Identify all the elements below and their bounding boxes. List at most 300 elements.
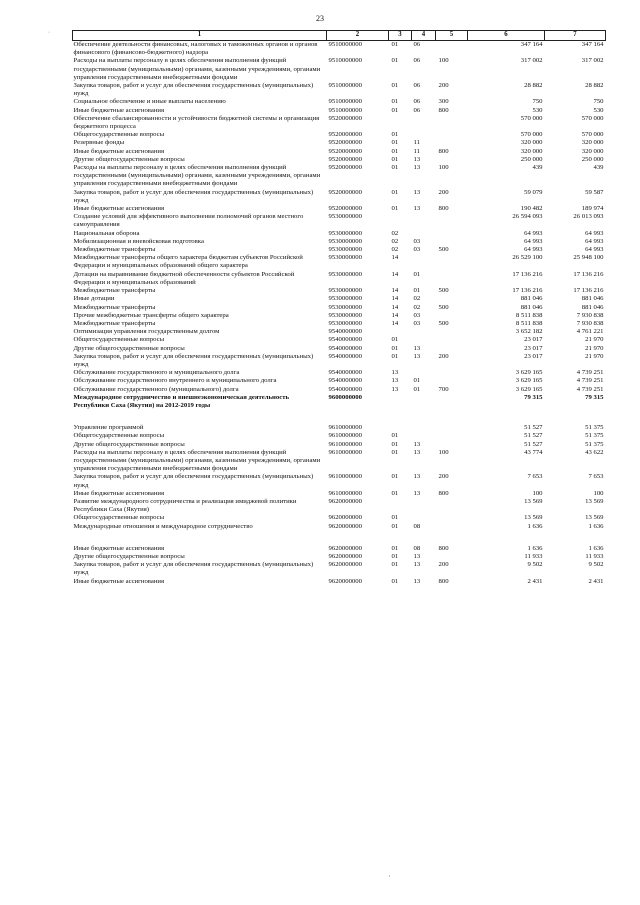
row-section: 01	[391, 489, 399, 497]
row-sum-2: 2 431	[588, 577, 604, 585]
row-sum-1: 190 482	[520, 205, 543, 213]
row-subsection	[412, 369, 436, 377]
row-sum-2: 439	[593, 164, 604, 172]
row-section	[389, 213, 412, 229]
table-row	[73, 238, 606, 246]
row-name: Иные бюджетные ассигнования	[73, 577, 165, 585]
row-expense-type	[436, 553, 468, 561]
row-expense-type	[436, 345, 468, 353]
row-expense-type	[436, 377, 468, 385]
row-expense-type: 800	[438, 147, 449, 155]
row-expense-type	[436, 41, 468, 58]
table-row	[73, 345, 606, 353]
table-row	[73, 410, 606, 424]
row-name: Социальное обеспечение и иные выплаты населению	[73, 98, 226, 106]
table-row	[73, 115, 606, 131]
row-subsection: 13	[413, 473, 421, 481]
row-name: Прочие межбюджетные трансферты общего характера	[73, 311, 229, 319]
row-name: Другие общегосударственные вопросы	[73, 344, 185, 352]
row-name: Закупка товаров, работ и услуг для обеспечения государственных (муниципальных) нужд	[73, 188, 314, 204]
row-name: Международные отношения и международное сотрудничество	[73, 522, 253, 530]
row-csr: 9620000000	[328, 544, 362, 552]
row-subsection	[412, 115, 436, 131]
row-section: 01	[391, 164, 399, 172]
row-sum-1: 51 527	[524, 424, 543, 432]
row-section: 01	[391, 552, 399, 560]
row-csr: 9530000000	[328, 254, 362, 262]
table-row	[73, 156, 606, 164]
row-section: 01	[391, 473, 399, 481]
row-expense-type: 800	[438, 577, 449, 585]
row-sum-2: 43 622	[585, 448, 604, 456]
row-subsection: 13	[413, 561, 421, 569]
row-sum-2: 1 636	[588, 544, 604, 552]
row-subsection	[412, 410, 436, 424]
row-sum-2: 21 970	[585, 336, 604, 344]
row-csr: 9510000000	[328, 98, 362, 106]
row-section	[389, 115, 412, 131]
row-section: 01	[391, 336, 399, 344]
row-name: Общегосударственные вопросы	[73, 336, 165, 344]
row-expense-type: 800	[438, 489, 449, 497]
row-expense-type: 100	[438, 57, 449, 65]
row-expense-type: 500	[438, 246, 449, 254]
table-row	[73, 498, 606, 514]
row-sum-1: 881 046	[520, 295, 543, 303]
row-sum-2: 189 974	[581, 205, 604, 213]
row-sum-2: 11 933	[585, 552, 604, 560]
row-expense-type: 200	[438, 352, 449, 360]
table-row	[73, 131, 606, 139]
row-name: Мобилизационная и вневойсковая подготовка	[73, 237, 204, 245]
row-sum-2: 51 375	[585, 432, 604, 440]
row-sum-1: 51 527	[524, 432, 543, 440]
row-subsection: 01	[413, 385, 421, 393]
row-sum-1: 2 431	[527, 577, 543, 585]
row-sum-2: 64 993	[585, 229, 604, 237]
row-csr: 9540000000	[328, 336, 362, 344]
row-csr: 9540000000	[328, 344, 362, 352]
row-name: Оптимизация управления государственным долгом	[73, 328, 220, 336]
row-sum-2: 570 000	[581, 131, 604, 139]
row-name: Расходы на выплаты персоналу в целях обеспечения выполнения функций государственными (муниципальными) органами, казенными учреждениями, органами управления государственными внебюджетными фондами	[73, 164, 321, 188]
row-sum-2: 320 000	[581, 139, 604, 147]
row-sum-1: 13 569	[524, 514, 543, 522]
row-csr: 9510000000	[328, 106, 362, 114]
row-name: Межбюджетные трансферты	[73, 303, 156, 311]
row-expense-type: 200	[438, 473, 449, 481]
table-row	[73, 531, 606, 545]
row-expense-type: 800	[438, 544, 449, 552]
row-subsection	[412, 230, 436, 238]
table-row	[73, 57, 606, 82]
header-col-4: 4	[412, 31, 436, 41]
row-name: Обеспечение сбалансированности и устойчивости бюджетной системы и организация бюджетного процесса	[73, 114, 320, 131]
row-section: 01	[391, 440, 399, 448]
row-name	[73, 410, 327, 424]
row-sum-2: 51 375	[585, 424, 604, 432]
row-sum-1: 750	[532, 98, 543, 106]
row-subsection: 06	[413, 106, 421, 114]
row-sum-2: 7 930 838	[576, 319, 604, 327]
row-name: Обслуживание государственного и муниципального долга	[73, 369, 240, 377]
row-sum-1: 11 933	[524, 552, 543, 560]
row-sum-1: 100	[532, 489, 543, 497]
row-subsection: 03	[413, 246, 421, 254]
row-name: Создание условий для эффективного выполнения полномочий органов местного самоуправления	[73, 213, 304, 229]
row-sum-1: 26 594 093	[512, 213, 543, 221]
margin-mark: ·	[48, 30, 50, 36]
row-expense-type: 200	[438, 82, 449, 90]
row-expense-type	[436, 432, 468, 440]
row-csr: 9610000000	[328, 424, 362, 432]
row-subsection: 01	[413, 270, 421, 278]
row-sum-1: 317 002	[520, 57, 543, 65]
row-name: Закупка товаров, работ и услуг для обеспечения государственных (муниципальных) нужд	[73, 561, 314, 577]
row-section: 01	[391, 147, 399, 155]
row-section: 01	[391, 561, 399, 569]
row-subsection: 03	[413, 311, 421, 319]
row-csr: 9530000000	[328, 303, 362, 311]
row-sum-2: 7 930 838	[576, 311, 604, 319]
row-sum-2: 26 013 093	[573, 213, 604, 221]
row-subsection: 13	[413, 448, 421, 456]
row-expense-type	[436, 328, 468, 336]
row-sum-1: 8 511 838	[515, 319, 543, 327]
row-name: Закупка товаров, работ и услуг для обеспечения государственных (муниципальных) нужд	[73, 82, 314, 98]
row-subsection	[412, 498, 436, 514]
row-sum-1: 64 993	[524, 246, 543, 254]
table-row	[73, 424, 606, 432]
footer-mark: ·	[388, 872, 391, 881]
row-expense-type	[436, 514, 468, 522]
row-sum-2	[545, 410, 606, 424]
header-col-5: 5	[436, 31, 468, 41]
row-sum-2: 881 046	[581, 303, 604, 311]
table-header	[73, 31, 606, 41]
row-section: 01	[391, 139, 399, 147]
table-row	[73, 254, 606, 270]
row-section: 01	[391, 577, 399, 585]
row-sum-1: 26 529 100	[512, 254, 543, 262]
table-row	[73, 107, 606, 115]
row-csr: 9520000000	[328, 114, 362, 122]
header-col-2: 2	[327, 31, 389, 41]
row-section: 02	[391, 229, 399, 237]
row-section: 01	[391, 41, 399, 48]
row-name: Расходы на выплаты персоналу в целях обеспечения выполнения функций государственными (муниципальными) органами, казенными учреждениями, органами управления государственными внебюджетными фондами	[73, 57, 321, 81]
row-subsection: 02	[413, 303, 421, 311]
table-row	[73, 490, 606, 498]
row-name: Иные дотации	[73, 295, 115, 303]
table-row	[73, 41, 606, 58]
row-csr: 9540000000	[328, 377, 362, 385]
row-subsection: 11	[413, 139, 420, 147]
row-sum-1: 64 993	[524, 229, 543, 237]
row-subsection: 02	[413, 295, 421, 303]
row-csr: 9620000000	[328, 522, 362, 530]
row-csr: 9610000000	[328, 473, 362, 481]
row-subsection	[412, 254, 436, 270]
row-csr: 9620000000	[328, 561, 362, 569]
row-sum-2: 320 000	[581, 147, 604, 155]
table-row	[73, 82, 606, 98]
row-subsection: 03	[413, 319, 421, 327]
table-row	[73, 432, 606, 440]
row-csr: 9520000000	[328, 164, 362, 172]
row-csr: 9530000000	[328, 246, 362, 254]
row-section	[389, 394, 412, 410]
row-sum-1: 3 652 182	[515, 328, 543, 336]
row-name: Другие общегосударственные вопросы	[73, 440, 185, 448]
row-section: 01	[391, 432, 399, 440]
row-csr: 9540000000	[328, 385, 362, 393]
table-row	[73, 449, 606, 474]
row-subsection: 08	[413, 522, 421, 530]
row-section: 01	[391, 188, 399, 196]
row-sum-2: 4 739 251	[576, 377, 604, 385]
row-subsection	[412, 432, 436, 440]
row-expense-type	[436, 115, 468, 131]
row-sum-2	[545, 531, 606, 545]
row-subsection: 06	[413, 41, 421, 48]
row-name: Межбюджетные трансферты общего характера бюджетам субъектов Российской Федерации и муниципальных образований общего характера	[73, 254, 303, 270]
row-sum-1: 439	[532, 164, 543, 172]
row-section: 14	[391, 287, 399, 295]
row-expense-type	[436, 213, 468, 229]
row-sum-1	[468, 531, 545, 545]
row-expense-type	[436, 441, 468, 449]
row-subsection: 08	[413, 544, 421, 552]
row-csr: 9620000000	[328, 497, 362, 505]
row-name: Межбюджетные трансферты	[73, 319, 156, 327]
row-csr: 9540000000	[328, 328, 362, 336]
row-expense-type	[436, 230, 468, 238]
table-row	[73, 246, 606, 254]
row-expense-type: 500	[438, 303, 449, 311]
table-row	[73, 578, 606, 586]
row-expense-type	[436, 295, 468, 303]
row-sum-1: 23 017	[524, 352, 543, 360]
table-row	[73, 523, 606, 531]
row-name: Иные бюджетные ассигнования	[73, 205, 165, 213]
row-sum-1: 79 315	[524, 393, 543, 401]
row-name: Общегосударственные вопросы	[73, 514, 165, 522]
row-csr: 9620000000	[328, 552, 362, 560]
row-name: Иные бюджетные ассигнования	[73, 106, 165, 114]
header-col-7: 7	[545, 31, 606, 41]
row-csr: 9620000000	[328, 577, 362, 585]
row-subsection	[412, 394, 436, 410]
row-csr: 9530000000	[328, 213, 362, 221]
row-section: 02	[391, 237, 399, 245]
row-csr: 9510000000	[328, 82, 362, 90]
row-name: Иные бюджетные ассигнования	[73, 489, 165, 497]
row-subsection	[412, 514, 436, 522]
row-expense-type	[436, 424, 468, 432]
row-expense-type	[436, 254, 468, 270]
row-section: 01	[391, 205, 399, 213]
row-name: Национальная оборона	[73, 229, 140, 237]
row-subsection	[412, 213, 436, 229]
row-subsection: 01	[413, 377, 421, 385]
row-name: Расходы на выплаты персоналу в целях обеспечения выполнения функций государственными (муниципальными) органами, казенными учреждениями, органами управления государственными внебюджетными фондами	[73, 448, 321, 473]
row-expense-type	[436, 523, 468, 531]
row-sum-2: 79 315	[585, 393, 604, 401]
row-section	[389, 410, 412, 424]
row-section: 02	[391, 246, 399, 254]
row-sum-1: 9 502	[527, 561, 543, 569]
row-sum-1: 250 000	[520, 155, 543, 163]
row-section: 14	[391, 270, 399, 278]
table-row	[73, 139, 606, 147]
table-row	[73, 230, 606, 238]
row-expense-type	[436, 336, 468, 344]
row-name: Закупка товаров, работ и услуг для обеспечения государственных (муниципальных) нужд	[73, 352, 314, 368]
row-sum-1: 8 511 838	[515, 311, 543, 319]
row-subsection: 13	[413, 577, 421, 585]
row-sum-2: 17 136 216	[573, 270, 604, 278]
row-sum-1: 1 636	[527, 522, 543, 530]
row-section: 01	[391, 131, 399, 139]
row-sum-1: 320 000	[520, 147, 543, 155]
row-sum-1: 23 017	[524, 336, 543, 344]
row-csr: 9530000000	[328, 237, 362, 245]
row-csr: 9520000000	[328, 188, 362, 196]
row-sum-1	[468, 410, 545, 424]
row-csr: 9530000000	[328, 270, 362, 278]
row-section: 01	[391, 448, 399, 456]
header-col-6: 6	[468, 31, 545, 41]
row-section: 14	[391, 303, 399, 311]
row-csr: 9540000000	[328, 352, 362, 360]
table-row	[73, 205, 606, 213]
row-csr: 9600000000	[328, 393, 362, 401]
row-sum-1: 570 000	[520, 114, 543, 122]
row-sum-2: 17 136 216	[573, 287, 604, 295]
row-subsection: 13	[413, 552, 421, 560]
row-sum-2: 570 000	[581, 114, 604, 122]
row-section: 01	[391, 352, 399, 360]
table-row	[73, 320, 606, 328]
row-sum-1: 59 079	[524, 188, 543, 196]
row-name: Общегосударственные вопросы	[73, 432, 165, 440]
row-name: Другие общегосударственные вопросы	[73, 552, 185, 560]
row-section	[389, 498, 412, 514]
row-expense-type: 800	[438, 205, 449, 213]
table-row	[73, 271, 606, 287]
row-sum-1: 13 569	[524, 497, 543, 505]
row-sum-2: 317 002	[581, 57, 604, 65]
row-sum-1: 17 136 216	[512, 287, 543, 295]
row-sum-2: 21 970	[585, 352, 604, 360]
table-row	[73, 164, 606, 189]
row-csr: 9610000000	[328, 448, 362, 456]
row-section: 13	[391, 377, 399, 385]
row-csr: 9530000000	[328, 311, 362, 319]
row-subsection	[412, 531, 436, 545]
row-expense-type: 200	[438, 188, 449, 196]
row-section: 14	[391, 311, 399, 319]
row-section: 14	[391, 254, 399, 262]
row-sum-2: 530	[593, 106, 604, 114]
table-row	[73, 295, 606, 303]
row-expense-type: 800	[438, 106, 449, 114]
row-name: Общегосударственные вопросы	[73, 131, 165, 139]
table-row	[73, 287, 606, 295]
row-csr: 9510000000	[328, 41, 362, 48]
table-body	[73, 41, 606, 586]
row-expense-type	[436, 369, 468, 377]
table-row	[73, 304, 606, 312]
row-sum-2: 51 375	[585, 440, 604, 448]
row-expense-type	[436, 531, 468, 545]
row-csr	[327, 410, 389, 424]
row-csr: 9610000000	[328, 440, 362, 448]
row-section: 01	[391, 82, 399, 90]
row-subsection: 06	[413, 82, 421, 90]
row-csr: 9610000000	[328, 489, 362, 497]
row-subsection	[412, 328, 436, 336]
row-name: Межбюджетные трансферты	[73, 287, 156, 295]
row-expense-type	[436, 131, 468, 139]
row-name: Дотации на выравнивание бюджетной обеспеченности субъектов Российской Федерации и муниципальных образований	[73, 270, 295, 286]
row-subsection: 13	[413, 352, 421, 360]
row-sum-2: 13 569	[585, 514, 604, 522]
row-csr: 9510000000	[328, 57, 362, 65]
row-sum-1: 17 136 216	[512, 270, 543, 278]
row-sum-1: 881 046	[520, 303, 543, 311]
row-csr: 9520000000	[328, 155, 362, 163]
row-csr: 9530000000	[328, 295, 362, 303]
row-expense-type	[436, 271, 468, 287]
row-name: Международное сотрудничество и внешнеэкономическая деятельность Республики Саха (Якутия) на 2012-2019 годы	[73, 393, 290, 409]
row-sum-2: 347 164	[581, 41, 604, 48]
row-csr: 9620000000	[328, 514, 362, 522]
row-sum-1: 64 993	[524, 237, 543, 245]
row-subsection: 13	[413, 188, 421, 196]
row-sum-2: 64 993	[585, 246, 604, 254]
row-subsection	[412, 336, 436, 344]
budget-table	[72, 30, 606, 586]
row-expense-type: 200	[438, 561, 449, 569]
row-subsection: 11	[413, 147, 420, 155]
row-expense-type	[436, 394, 468, 410]
table-row	[73, 189, 606, 205]
row-expense-type: 500	[438, 319, 449, 327]
row-subsection: 13	[413, 164, 421, 172]
row-sum-2: 100	[593, 489, 604, 497]
row-expense-type: 100	[438, 164, 449, 172]
page-number: 23	[316, 14, 324, 23]
header-col-3: 3	[389, 31, 412, 41]
table-row	[73, 545, 606, 553]
row-section: 13	[391, 385, 399, 393]
row-sum-2: 750	[593, 98, 604, 106]
row-sum-2: 4 739 251	[576, 369, 604, 377]
row-subsection: 13	[413, 205, 421, 213]
row-expense-type: 100	[438, 448, 449, 456]
row-sum-1: 28 882	[524, 82, 543, 90]
row-section: 01	[391, 522, 399, 530]
row-name: Резервные фонды	[73, 139, 125, 147]
row-section: 14	[391, 295, 399, 303]
row-name: Иные бюджетные ассигнования	[73, 147, 165, 155]
row-name: Закупка товаров, работ и услуг для обеспечения государственных (муниципальных) нужд	[73, 473, 314, 489]
row-section: 01	[391, 57, 399, 65]
table-row	[73, 98, 606, 106]
row-csr: 9540000000	[328, 369, 362, 377]
